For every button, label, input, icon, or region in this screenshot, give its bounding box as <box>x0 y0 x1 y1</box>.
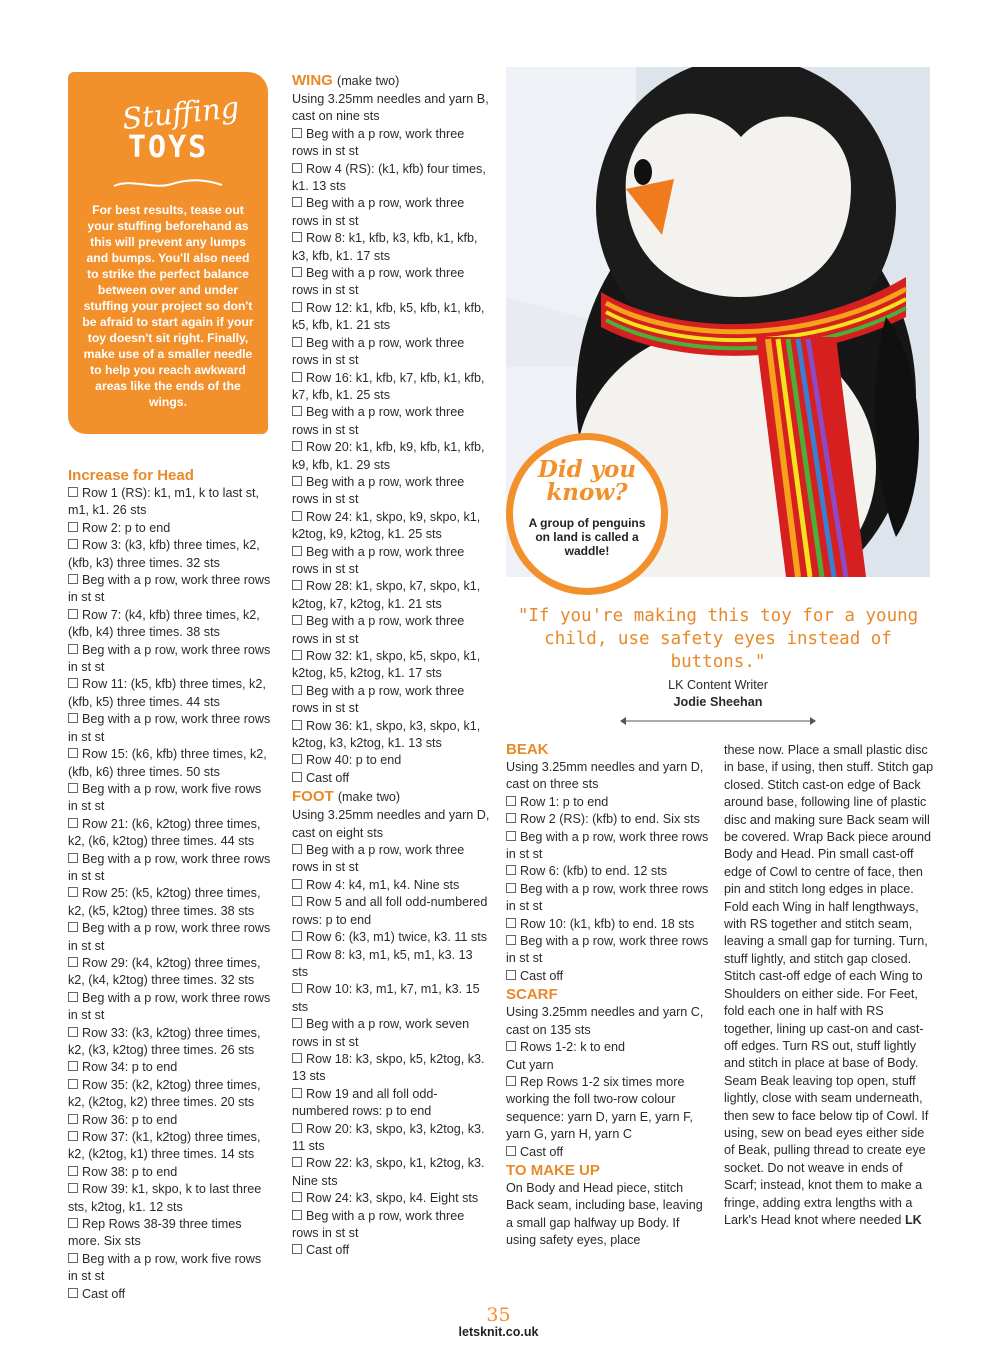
checkbox-icon <box>292 1192 302 1202</box>
scarf-cut: Cut yarn <box>506 1057 554 1072</box>
checkbox-icon <box>292 879 302 889</box>
checkbox-icon <box>68 574 78 584</box>
quote-divider <box>620 716 816 726</box>
checkbox-icon <box>292 1210 302 1220</box>
checkbox-icon <box>292 441 302 451</box>
checkbox-icon <box>68 1079 78 1089</box>
pattern-row: Beg with a p row, work three rows in st st <box>292 1208 465 1240</box>
pattern-row: Rep Rows 38-39 three times more. Six sts <box>68 1217 242 1249</box>
foot-list <box>292 842 492 1260</box>
checkbox-icon <box>292 772 302 782</box>
column-increase-head <box>68 466 274 1303</box>
pattern-row: Beg with a p row, work three rows in st st <box>506 881 709 914</box>
wing-list <box>292 126 492 787</box>
checkbox-icon <box>68 1166 78 1176</box>
pattern-row: Row 24: k1, skpo, k9, skpo, k1, k2tog, k9, k2tog, k1. 25 sts <box>292 509 481 542</box>
pattern-row: Row 25: (k5, k2tog) three times, k2, (k5, k2tog) three times. 38 sts <box>68 886 261 918</box>
column-wing-foot <box>292 71 492 1260</box>
pattern-row: Row 40: p to end <box>292 752 492 769</box>
column-make-up <box>724 742 934 1229</box>
checkbox-icon <box>292 546 302 556</box>
site-url: letsknit.co.uk <box>458 1325 539 1339</box>
pattern-row: Beg with a p row, work five rows in st st <box>68 1251 262 1284</box>
checkbox-icon <box>68 644 78 654</box>
stuffing-title: Stuffing <box>120 89 241 137</box>
pattern-row: Row 33: (k3, k2tog) three times, k2, (k3, k2tog) three times. 26 sts <box>68 1025 261 1057</box>
checkbox-icon <box>292 720 302 730</box>
foot-title: FOOT (make two) <box>292 788 401 806</box>
pattern-row: Row 35: (k2, k2tog) three times, k2, (k2tog, k2) three times. 20 sts <box>68 1077 261 1110</box>
pattern-row: Row 20: k3, skpo, k3, k2tog, k3. 11 sts <box>292 1121 485 1153</box>
checkbox-icon <box>292 1244 302 1254</box>
checkbox-icon <box>292 1018 302 1028</box>
make-up-text-cont: these now. Place a small plastic disc in base, if using, then stuff. Stitch gap closed. Stitch cast-on edge of Back around base, following line of plastic disc and making sure Back seam will be covered. Wrap Back piece around Body and Head. Pin small cast-off edge of Cowl to centre of face, then pin and stitch long edges in place. Fold each Wing in half lengthways, with RS together and stitch seam, leaving a small gap for turning. Turn, stuff lightly, and stitch gap closed. Stitch cast-off edge of each Wing to Shoulders on either side. For Feet, fold each one in half with RS together, lining up cast-on and cast-off edges. Turn RS out, stuff lightly and stitch in place at base of Body. Seam Beak leaving top open, stuff lightly, close with seam underneath, then sew to face below tip of Cowl. If using, sew on bead eyes either side of Beak, pulling thread to create eye socket. Do not weave in ends of Scarf; instead, knot them to make a fringe, adding extra lengths with a Lark's Head knot where needed LK <box>724 743 934 1227</box>
checkbox-icon <box>292 983 302 993</box>
pattern-row: Beg with a p row, work three rows in st st <box>292 405 465 437</box>
checkbox-icon <box>292 844 302 854</box>
pattern-row: Cast off <box>292 770 492 787</box>
checkbox-icon <box>292 302 302 312</box>
scarf-title: SCARF <box>506 986 558 1004</box>
checkbox-icon <box>68 783 78 793</box>
checkbox-icon <box>68 1253 78 1263</box>
checkbox-icon <box>68 1288 78 1298</box>
pattern-row: Beg with a p row, work three rows in st st <box>292 266 465 298</box>
checkbox-icon <box>292 650 302 660</box>
checkbox-icon <box>292 511 302 521</box>
checkbox-icon <box>292 476 302 486</box>
pattern-row: Row 37: (k1, k2tog) three times, k2, (k2tog, k1) three times. 14 sts <box>68 1130 261 1162</box>
beak-title: BEAK <box>506 741 549 758</box>
pattern-row: Row 15: (k6, kfb) three times, k2, (kfb, k6) three times. 50 sts <box>68 747 267 779</box>
pattern-row: Row 6: (kfb) to end. 12 sts <box>506 863 710 880</box>
checkbox-icon <box>68 992 78 1002</box>
checkbox-icon <box>68 1218 78 1228</box>
checkbox-icon <box>68 957 78 967</box>
pattern-row: Beg with a p row, work three rows in st st <box>506 934 709 966</box>
checkbox-icon <box>292 896 302 906</box>
checkbox-icon <box>68 1183 78 1193</box>
pattern-row: Row 3: (k3, kfb) three times, k2, (kfb, k3) three times. 32 sts <box>68 538 260 570</box>
beak-intro: Using 3.25mm needles and yarn D, cast on three sts <box>506 760 704 792</box>
pattern-row: Beg with a p row, work three rows in st st <box>68 921 271 953</box>
pattern-row: Row 5 and all foll odd-numbered rows: p to end <box>292 895 488 927</box>
pattern-row: Beg with a p row, work three rows in st st <box>506 829 709 862</box>
squiggle-decoration <box>112 176 224 192</box>
checkbox-icon <box>292 337 302 347</box>
pattern-row: Row 22: k3, skpo, k1, k2tog, k3. Nine sts <box>292 1156 485 1188</box>
checkbox-icon <box>292 615 302 625</box>
checkbox-icon <box>506 813 516 823</box>
pattern-row: Row 24: k3, skpo, k4. Eight sts <box>292 1190 492 1207</box>
checkbox-icon <box>292 406 302 416</box>
checkbox-icon <box>68 922 78 932</box>
pattern-row: Beg with a p row, work three rows in st st <box>292 196 465 228</box>
pattern-row: Beg with a p row, work three rows in st st <box>68 712 271 744</box>
pattern-row: Row 11: (k5, kfb) three times, k2, (kfb, k5) three times. 44 sts <box>68 677 266 709</box>
checkbox-icon <box>292 1157 302 1167</box>
pattern-row: Cast off <box>68 1286 274 1303</box>
checkbox-icon <box>292 267 302 277</box>
pattern-row: Beg with a p row, work three rows in st st <box>68 642 271 675</box>
checkbox-icon <box>68 853 78 863</box>
make-up-title: TO MAKE UP <box>506 1161 600 1179</box>
page-number: 35 <box>486 1304 511 1326</box>
checkbox-icon <box>506 970 516 980</box>
pattern-row: Row 36: p to end <box>68 1112 274 1129</box>
pattern-row: Beg with a p row, work three rows in st st <box>68 990 271 1023</box>
pattern-row: Row 36: k1, skpo, k3, skpo, k1, k2tog, k3, k2tog, k1. 13 sts <box>292 718 481 751</box>
pattern-row: Row 19 and all foll odd-numbered rows: p to end <box>292 1086 438 1119</box>
did-you-know-text: A group of penguins on land is called a waddle! <box>528 516 646 558</box>
pattern-row: Row 32: k1, skpo, k5, skpo, k1, k2tog, k5, k2tog, k1. 17 sts <box>292 649 481 681</box>
checkbox-icon <box>68 609 78 619</box>
checkbox-icon <box>68 713 78 723</box>
make-up-text-start: On Body and Head piece, stitch Back seam, including base, leaving a small gap halfway up Body. If using safety eyes, place <box>506 1180 703 1248</box>
checkbox-icon <box>68 487 78 497</box>
pattern-row: Cast off <box>506 968 710 985</box>
pattern-row: Beg with a p row, work three rows in st st <box>292 335 465 368</box>
pattern-row: Row 18: k3, skpo, k5, k2tog, k3. 13 sts <box>292 1051 485 1084</box>
increase-head-title: Increase for Head <box>68 467 194 484</box>
increase-head-list <box>68 485 274 1303</box>
checkbox-icon <box>68 1131 78 1141</box>
pattern-row: Row 2: p to end <box>68 520 274 537</box>
pattern-row: Row 8: k1, kfb, k3, kfb, k1, kfb, k3, kfb, k1. 17 sts <box>292 231 478 263</box>
checkbox-icon <box>292 1123 302 1133</box>
scarf-item: Cast off <box>506 1144 710 1161</box>
did-you-know-title: Did you know? <box>537 456 637 506</box>
pull-quote: "If you're making this toy for a young child, use safety eyes instead of buttons." <box>517 606 919 672</box>
pattern-row: Row 10: (k1, kfb) to end. 18 sts <box>506 916 710 933</box>
pattern-row: Beg with a p row, work three rows in st st <box>292 683 465 716</box>
pattern-row: Row 10: k3, m1, k7, m1, k3. 15 sts <box>292 982 480 1014</box>
checkbox-icon <box>68 818 78 828</box>
pattern-row: Row 4: k4, m1, k4. Nine sts <box>292 877 492 894</box>
pattern-row: Row 12: k1, kfb, k5, kfb, k1, kfb, k5, kfb, k1. 21 sts <box>292 300 485 333</box>
pattern-row: Row 16: k1, kfb, k7, kfb, k1, kfb, k7, kfb, k1. 25 sts <box>292 370 485 402</box>
pattern-row: Beg with a p row, work three rows in st st <box>68 851 271 883</box>
checkbox-icon <box>292 754 302 764</box>
pattern-row: Beg with a p row, work three rows in st st <box>292 614 465 646</box>
scarf-item: Rep Rows 1-2 six times more working the foll two-row colour sequence: yarn D, yarn E, yarn F, yarn G, yarn H, yarn C <box>506 1074 693 1142</box>
toys-title: TOYS <box>128 130 209 165</box>
wing-intro: Using 3.25mm needles and yarn B, cast on nine sts <box>292 92 489 124</box>
checkbox-icon <box>506 1076 516 1086</box>
pattern-row: Row 29: (k4, k2tog) three times, k2, (k4, k2tog) three times. 32 sts <box>68 955 261 988</box>
checkbox-icon <box>68 1061 78 1071</box>
pattern-row: Row 8: k3, m1, k5, m1, k3. 13 sts <box>292 947 473 979</box>
checkbox-icon <box>292 232 302 242</box>
checkbox-icon <box>506 918 516 928</box>
stuffing-tips-box <box>68 72 268 434</box>
pattern-row: Row 1: p to end <box>506 794 710 811</box>
checkbox-icon <box>68 1027 78 1037</box>
pattern-row: Beg with a p row, work seven rows in st st <box>292 1017 470 1049</box>
wing-title: WING (make two) <box>292 72 400 89</box>
checkbox-icon <box>68 678 78 688</box>
pattern-row: Beg with a p row, work three rows in st st <box>292 544 465 576</box>
scarf-item: Rows 1-2: k to end <box>506 1039 710 1056</box>
sign-off: LK <box>904 1212 922 1227</box>
quote-author: Jodie Sheehan <box>673 695 763 709</box>
checkbox-icon <box>292 1053 302 1063</box>
pattern-row: Row 2 (RS): (kfb) to end. Six sts <box>506 811 710 828</box>
pattern-row: Beg with a p row, work three rows in st st <box>292 474 465 507</box>
pattern-row: Cast off <box>292 1242 492 1259</box>
pattern-row: Row 1 (RS): k1, m1, k to last st, m1, k1. 26 sts <box>68 486 260 518</box>
column-beak-scarf <box>506 740 710 1250</box>
checkbox-icon <box>292 1088 302 1098</box>
pattern-row: Row 38: p to end <box>68 1164 274 1181</box>
pattern-row: Row 21: (k6, k2tog) three times, k2, (k6, k2tog) three times. 44 sts <box>68 816 261 849</box>
checkbox-icon <box>506 1041 516 1051</box>
pattern-row: Beg with a p row, work three rows in st st <box>292 126 465 159</box>
pattern-row: Beg with a p row, work five rows in st st <box>68 781 262 814</box>
checkbox-icon <box>292 580 302 590</box>
checkbox-icon <box>506 796 516 806</box>
pattern-row: Beg with a p row, work three rows in st st <box>292 843 465 875</box>
checkbox-icon <box>68 748 78 758</box>
checkbox-icon <box>506 883 516 893</box>
beak-list <box>506 794 710 985</box>
stuffing-text: For best results, tease out your stuffing beforehand as this will prevent any lumps and bumps. You'll also need to strike the perfect balance between over and under stuffing your project so don't be afraid to start again if your toy doesn't sit right. Finally, make use of a smaller needle to help you reach awkward areas like the ends of the wings. <box>82 203 254 409</box>
foot-intro: Using 3.25mm needles and yarn D, cast on eight sts <box>292 808 490 840</box>
checkbox-icon <box>68 522 78 532</box>
checkbox-icon <box>506 935 516 945</box>
pattern-row: Row 20: k1, kfb, k9, kfb, k1, kfb, k9, kfb, k1. 29 sts <box>292 440 485 472</box>
pattern-row: Row 7: (k4, kfb) three times, k2, (kfb, k4) three times. 38 sts <box>68 607 260 640</box>
checkbox-icon <box>506 831 516 841</box>
checkbox-icon <box>506 1146 516 1156</box>
checkbox-icon <box>292 931 302 941</box>
pattern-row: Row 4 (RS): (k1, kfb) four times, k1. 13 sts <box>292 161 486 194</box>
checkbox-icon <box>292 128 302 138</box>
checkbox-icon <box>292 163 302 173</box>
pattern-row: Row 28: k1, skpo, k7, skpo, k1, k2tog, k7, k2tog, k1. 21 sts <box>292 579 481 611</box>
checkbox-icon <box>292 197 302 207</box>
checkbox-icon <box>68 539 78 549</box>
checkbox-icon <box>292 949 302 959</box>
checkbox-icon <box>292 685 302 695</box>
did-you-know-badge <box>506 433 668 595</box>
pattern-row: Row 39: k1, skpo, k to last three sts, k2tog, k1. 12 sts <box>68 1182 262 1214</box>
pattern-row: Beg with a p row, work three rows in st st <box>68 573 271 605</box>
pattern-row: Row 34: p to end <box>68 1059 274 1076</box>
checkbox-icon <box>68 887 78 897</box>
scarf-intro: Using 3.25mm needles and yarn C, cast on 135 sts <box>506 1005 704 1037</box>
checkbox-icon <box>68 1114 78 1124</box>
checkbox-icon <box>506 865 516 875</box>
checkbox-icon <box>292 372 302 382</box>
quote-role: LK Content Writer <box>668 678 768 692</box>
pattern-row: Row 6: (k3, m1) twice, k3. 11 sts <box>292 929 492 946</box>
